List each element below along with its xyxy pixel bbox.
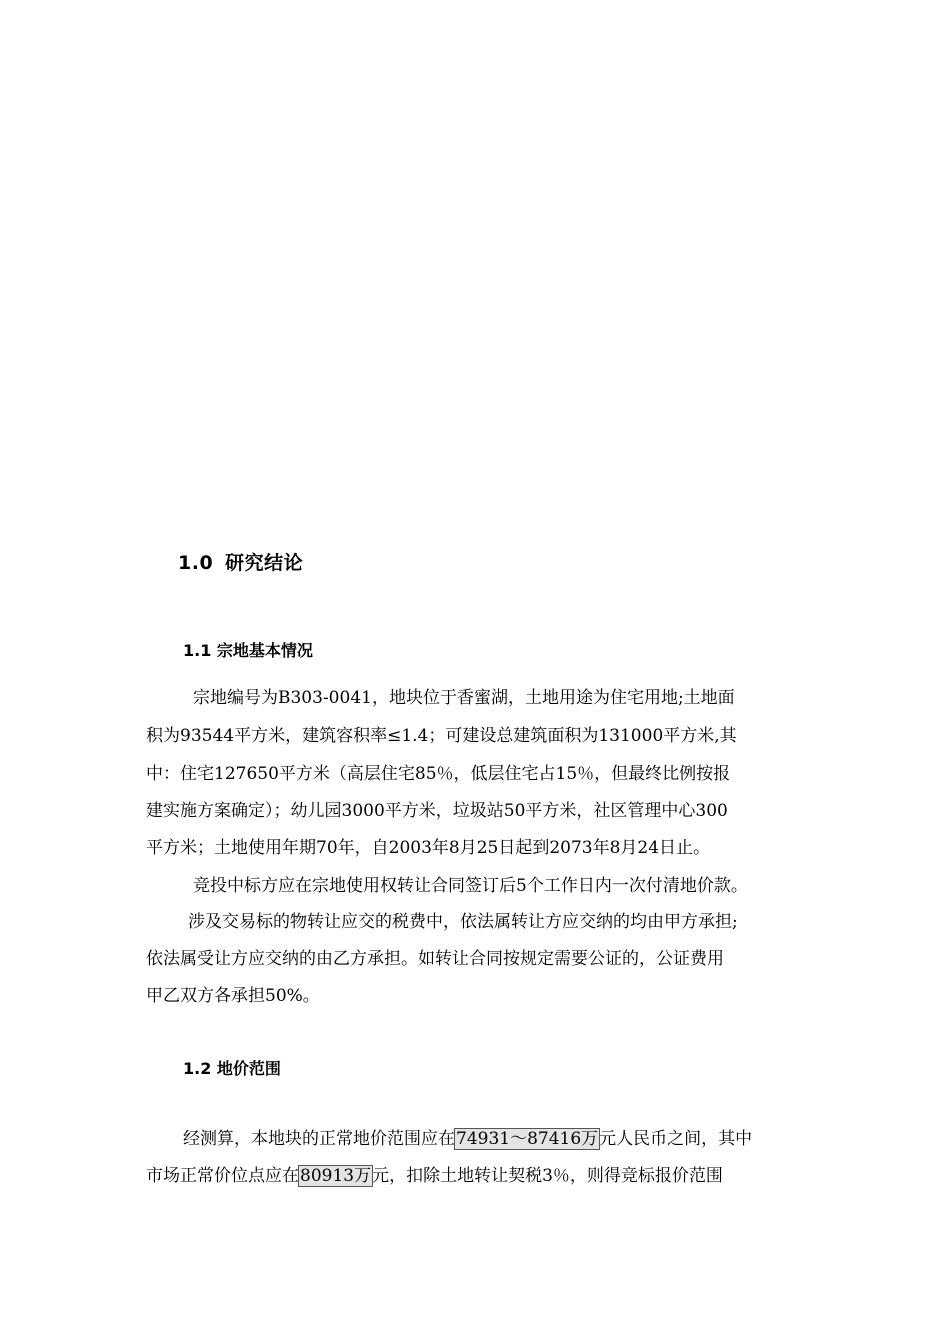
- section-title: 研究结论: [225, 552, 304, 574]
- section-number: 1.0: [178, 552, 214, 574]
- paragraph-line: 平方米；土地使用年期70年，自2003年8月25日起到2073年8月24日止。: [146, 838, 711, 858]
- section-heading: [178, 548, 303, 575]
- paragraph-line: [183, 1127, 752, 1151]
- text-run: 元人民币之间，其中: [599, 1129, 753, 1149]
- subsection-heading-price-range: 1.2 地价范围: [183, 1059, 281, 1078]
- paragraph-line: 甲乙双方各承担50%。: [146, 986, 320, 1006]
- paragraph-line: 积为93544平方米，建筑容积率≤1.4；可建设总建筑面积为131000平方米,其: [146, 726, 737, 746]
- text-run: 经测算，本地块的正常地价范围应在: [183, 1129, 455, 1149]
- paragraph-line: [146, 1164, 723, 1188]
- highlighted-price-point: 80913万: [300, 1166, 372, 1186]
- paragraph-line: 中：住宅127650平方米（高层住宅85％，低层住宅占15％，但最终比例按报: [146, 764, 731, 784]
- paragraph-line: 宗地编号为B303-0041，地块位于香蜜湖，土地用途为住宅用地;土地面: [193, 688, 735, 708]
- paragraph-line: 依法属受让方应交纳的由乙方承担。如转让合同按规定需要公证的，公证费用: [146, 949, 724, 969]
- text-run: 元，扣除土地转让契税3％，则得竞标报价范围: [372, 1166, 723, 1186]
- highlighted-price-range: 74931～87416万: [456, 1129, 599, 1149]
- text-run: 市场正常价位点应在: [146, 1166, 299, 1186]
- paragraph-line: 建实施方案确定）；幼儿园3000平方米，垃圾站50平方米，社区管理中心300: [146, 801, 728, 821]
- paragraph-line: 涉及交易标的物转让应交的税费中，依法属转让方应交纳的均由甲方承担;: [188, 912, 738, 932]
- subsection-heading-basic-info: 1.1 宗地基本情况: [183, 641, 313, 660]
- paragraph-line: 竞投中标方应在宗地使用权转让合同签订后5个工作日内一次付清地价款。: [193, 876, 748, 896]
